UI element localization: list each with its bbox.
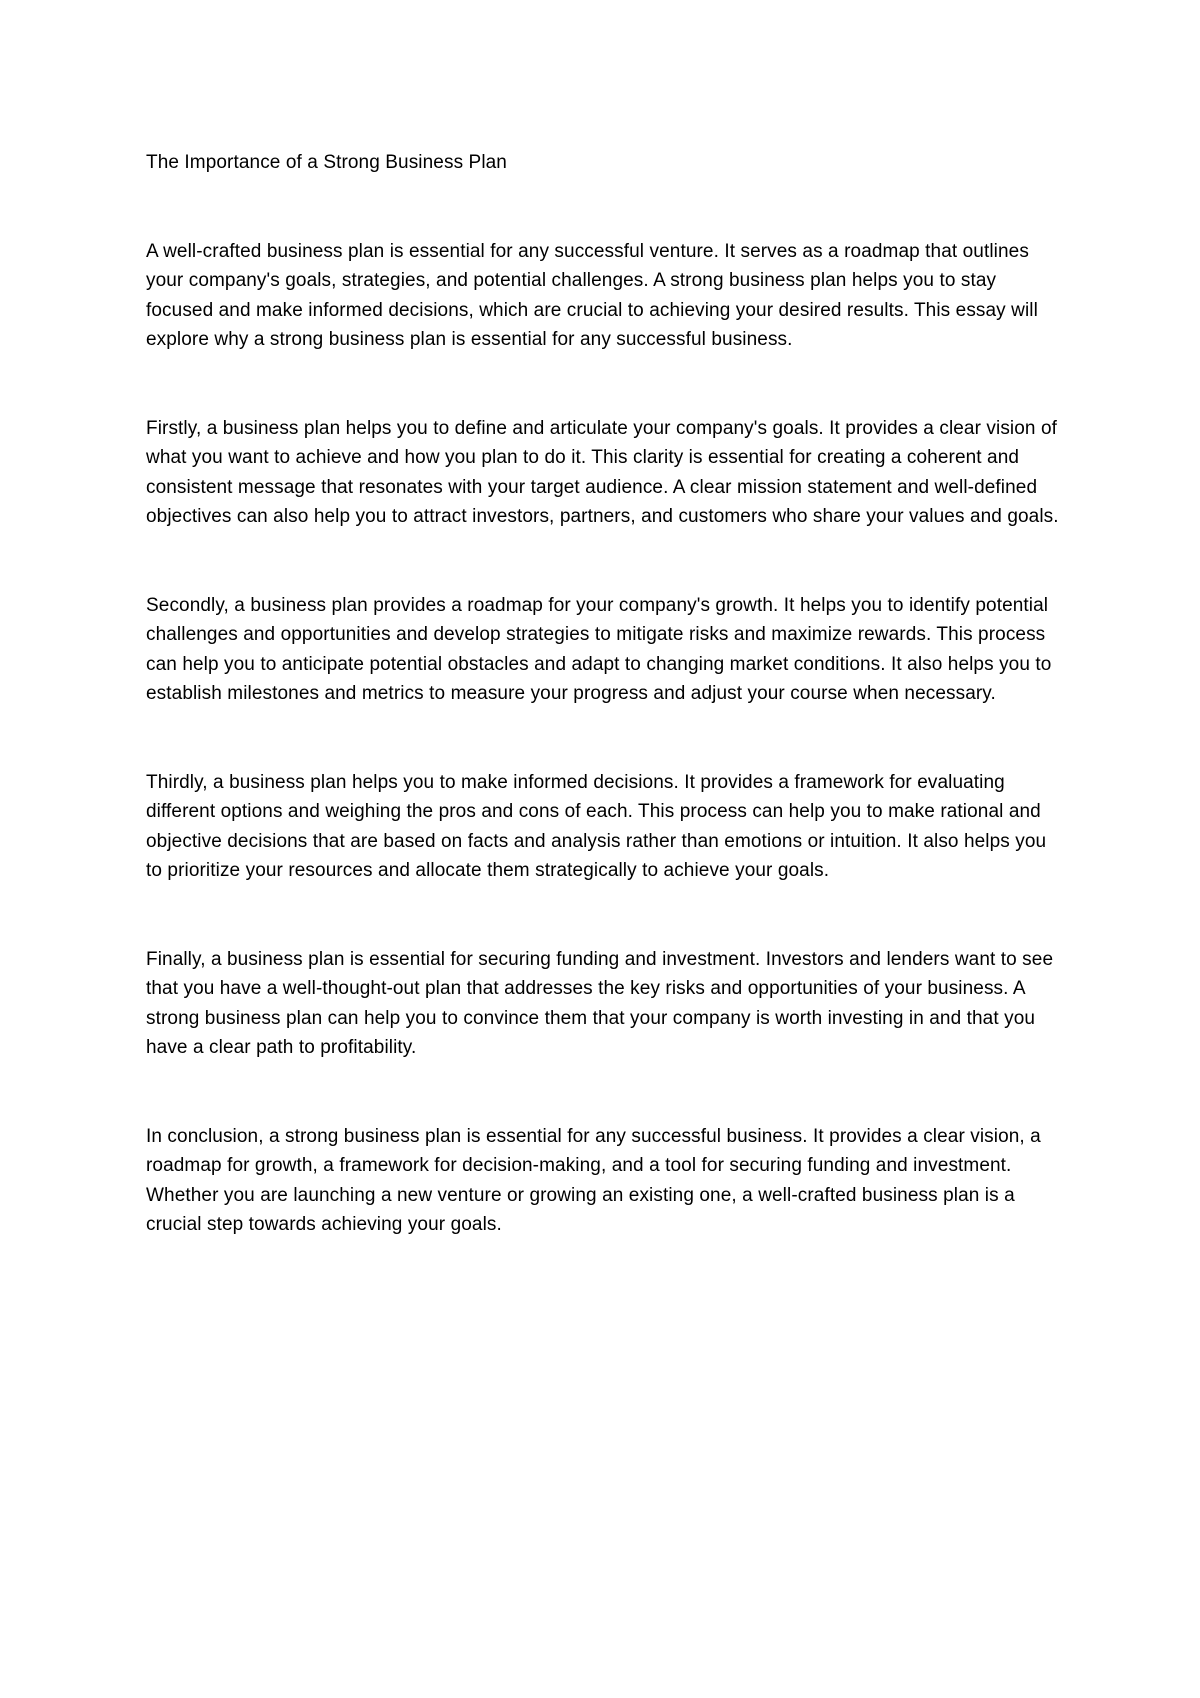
paragraph-firstly: Firstly, a business plan helps you to define and articulate your company's goals. It provides a clear vision of what you want to achieve and how you plan to do it. This clarity is essential for creating a coherent and consistent message that resonates with your target audience. A clear mission statement and well-defined objectives can also help you to attract investors, partners, and customers who share your values and goals. <box>146 417 1059 527</box>
paragraph-finally: Finally, a business plan is essential for securing funding and investment. Investors and lenders want to see that you have a well-thought-out plan that addresses the key risks and opportunities of your business. A strong business plan can help you to convince them that your company is worth investing in and that you have a clear path to profitability. <box>146 948 1054 1058</box>
paragraph-secondly: Secondly, a business plan provides a roadmap for your company's growth. It helps you to identify potential challenges and opportunities and develop strategies to mitigate risks and maximize rewards. This process can help you to anticipate potential obstacles and adapt to changing market conditions. It also helps you to establish milestones and metrics to measure your progress and adjust your course when necessary. <box>146 594 1052 704</box>
paragraph-thirdly: Thirdly, a business plan helps you to make informed decisions. It provides a framework for evaluating different options and weighing the pros and cons of each. This process can help you to make rational and objective decisions that are based on facts and analysis rather than emotions or intuition. It also helps you to prioritize your resources and allocate them strategically to achieve your goals. <box>146 771 1047 881</box>
document-title: The Importance of a Strong Business Plan <box>146 152 507 173</box>
paragraph-introduction: A well-crafted business plan is essential for any successful venture. It serves as a roadmap that outlines your company's goals, strategies, and potential challenges. A strong business plan helps you to stay focused and make informed decisions, which are crucial to achieving your desired results. This essay will explore why a strong business plan is essential for any successful business. <box>146 240 1038 350</box>
document-body <box>146 148 1066 1299</box>
paragraph-conclusion: In conclusion, a strong business plan is essential for any successful business. It provides a clear vision, a roadmap for growth, a framework for decision-making, and a tool for securing funding and investment. Whether you are launching a new venture or growing an existing one, a well-crafted business plan is a crucial step towards achieving your goals. <box>146 1125 1041 1235</box>
